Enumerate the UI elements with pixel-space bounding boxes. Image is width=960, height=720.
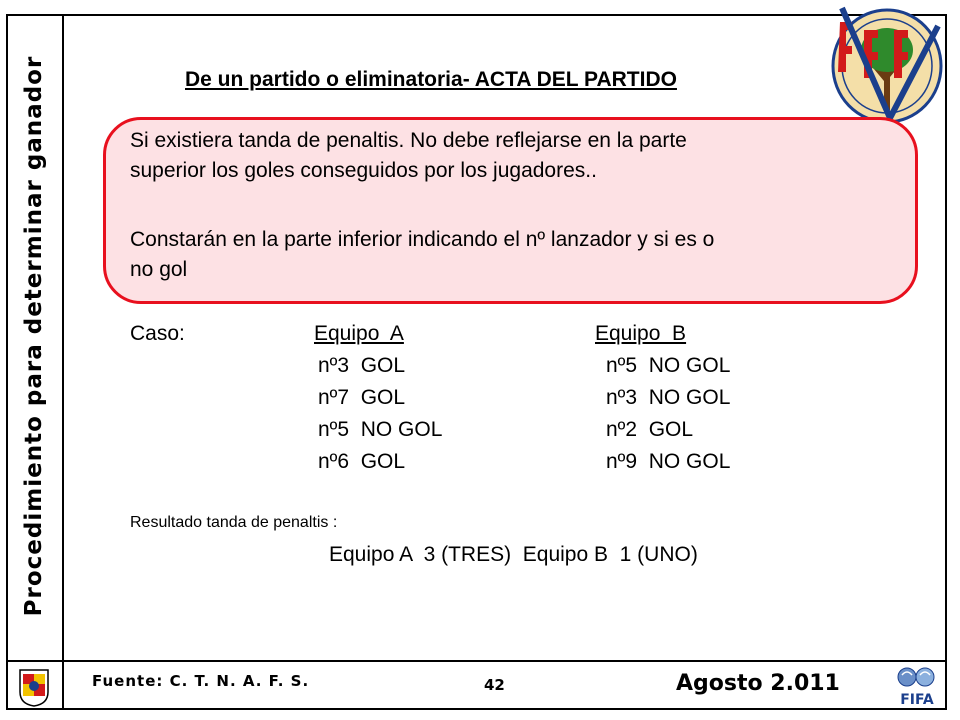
team-b-header: Equipo B [595, 322, 687, 345]
sidebar-divider [62, 14, 64, 710]
footer-date: Agosto 2.011 [676, 671, 840, 696]
federation-crest-logo [812, 0, 954, 130]
result-label: Resultado tanda de penaltis : [130, 514, 338, 531]
page-number: 42 [484, 676, 505, 694]
note-line-2: superior los goles conseguidos por los jugadores.. [130, 159, 597, 182]
fifa-logo [892, 665, 942, 709]
team-a-shot: nº7 GOL [318, 386, 406, 409]
result-value: Equipo A 3 (TRES) Equipo B 1 (UNO) [329, 543, 698, 566]
note-line-3: Constarán en la parte inferior indicando el nº lanzador y si es o [130, 228, 715, 251]
team-a-shot: nº5 NO GOL [318, 418, 443, 441]
note-line-1: Si existiera tanda de penaltis. No debe reflejarse en la parte [130, 129, 687, 152]
team-a-header: Equipo A [314, 322, 404, 345]
note-line-4: no gol [130, 258, 188, 281]
rfef-crest-logo [14, 666, 54, 708]
sidebar-title: Procedimiento para determinar ganador [21, 55, 47, 617]
team-b-shot: nº2 GOL [606, 418, 694, 441]
case-label: Caso: [130, 322, 185, 345]
team-b-shot: nº5 NO GOL [606, 354, 731, 377]
team-a-shot: nº3 GOL [318, 354, 406, 377]
team-a-shot: nº6 GOL [318, 450, 406, 473]
page-title: De un partido o eliminatoria- ACTA DEL PARTIDO [185, 68, 677, 91]
footer-source: Fuente: C. T. N. A. F. S. [92, 672, 310, 690]
team-b-shot: nº9 NO GOL [606, 450, 731, 473]
team-b-shot: nº3 NO GOL [606, 386, 731, 409]
footer-divider [6, 660, 947, 662]
svg-text:FIFA: FIFA [900, 692, 934, 708]
